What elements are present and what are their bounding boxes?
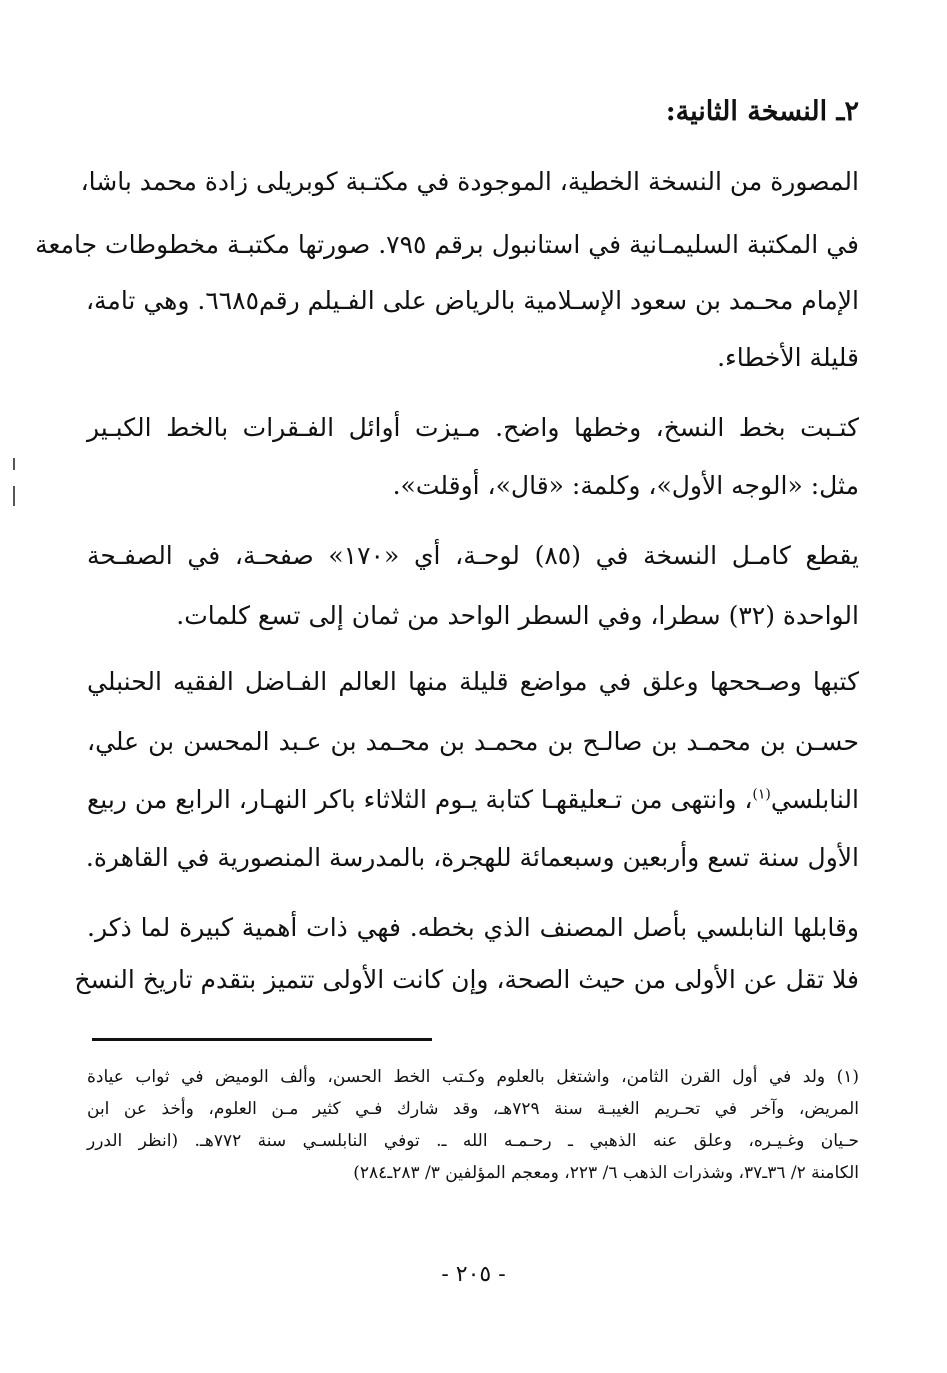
author-name: النابلسي <box>770 785 859 814</box>
scan-edge-mark <box>13 486 15 506</box>
paragraph-3-line-1: يقطع كامـل النسخة في (٨٥) لوحـة، أي «١٧٠» صفحـة، في الصفـحة <box>87 541 859 570</box>
paragraph-4-line-1: كتبها وصـححها وعلق في مواضع قليلة منها العالم الفـاضل الفقيه الحنبلي <box>87 667 859 696</box>
paragraph-1-line-1: المصورة من النسخة الخطية، الموجودة في مكتـبة كوبريلى زادة محمد باشا، <box>80 167 859 196</box>
paragraph-5-line-1: وقابلها النابلسي بأصل المصنف الذي بخطه. فهي ذات أهمية كبيرة لما ذكر. <box>87 913 859 942</box>
paragraph-2-line-2: مثل: «الوجه الأول»، وكلمة: «قال»، أوقلت». <box>392 471 859 500</box>
footnote-reference[interactable]: (١) <box>752 786 771 803</box>
paragraph-3-line-2: الواحدة (٣٢) سطرا، وفي السطر الواحد من ثمان إلى تسع كلمات. <box>176 601 859 630</box>
paragraph-5-line-2: فلا تقل عن الأولى من حيث الصحة، وإن كانت الأولى تتميز بتقدم تاريخ النسخ <box>74 965 859 994</box>
footnote-separator <box>92 1038 432 1041</box>
paragraph-1-line-3: الإمام محـمد بن سعود الإسـلامية بالرياض على الفـيلم رقم٦٦٨٥. وهي تامة، <box>85 286 859 315</box>
footnote-line-3: حـيان وغـيـره، وعلق عنه الذهبي ـ رحـمـه الله ـ. توفي النابلسـي سنة ٧٧٢هـ. (انظر الدرر <box>87 1131 859 1151</box>
paragraph-4-line-3 <box>87 780 859 820</box>
paragraph-4-line-3-rest: ، وانتهى من تـعليقهـا كتابة يـوم الثلاثاء باكر النهـار، الرابع من ربيع <box>87 785 753 814</box>
page-number: - ٢٠٥ - <box>441 1262 506 1287</box>
paragraph-1-line-4: قليلة الأخطاء. <box>717 343 859 372</box>
paragraph-2-line-1: كتـبت بخط النسخ، وخطها واضح. مـيزت أوائل الفـقرات بالخط الكبـير <box>87 413 859 442</box>
scan-edge-mark <box>13 458 15 470</box>
section-heading: ٢ـ النسخة الثانية: <box>665 96 859 127</box>
paragraph-1-line-2: في المكتبة السليمـانية في استانبول برقم ٧٩٥. صورتها مكتبـة مخطوطات جامعة <box>35 230 859 259</box>
paragraph-4-line-2: حسـن بن محمـد بن صالـح بن محمـد بن محـمد بن عـبد المحسن بن علي، <box>87 727 859 756</box>
footnote-line-2: المريض، وآخر في تحـريم الغيبـة سنة ٧٢٩هـ، وقد شارك فـي كثير مـن العلوم، وأخذ عن ابن <box>87 1099 859 1119</box>
paragraph-4-line-4: الأول سنة تسع وأربعين وسبعمائة للهجرة، بالمدرسة المنصورية في القاهرة. <box>85 843 859 872</box>
footnote-line-1: (١) ولد في أول القرن الثامن، واشتغل بالعلوم وكـتب الخط الحسن، وألف الوميض في ثواب عيادة <box>87 1067 859 1087</box>
footnote-line-4: الكامنة ٢/ ٣٦ـ٣٧، وشذرات الذهب ٦/ ٢٢٣، ومعجم المؤلفين ٣/ ٢٨٣ـ٢٨٤) <box>353 1163 859 1183</box>
